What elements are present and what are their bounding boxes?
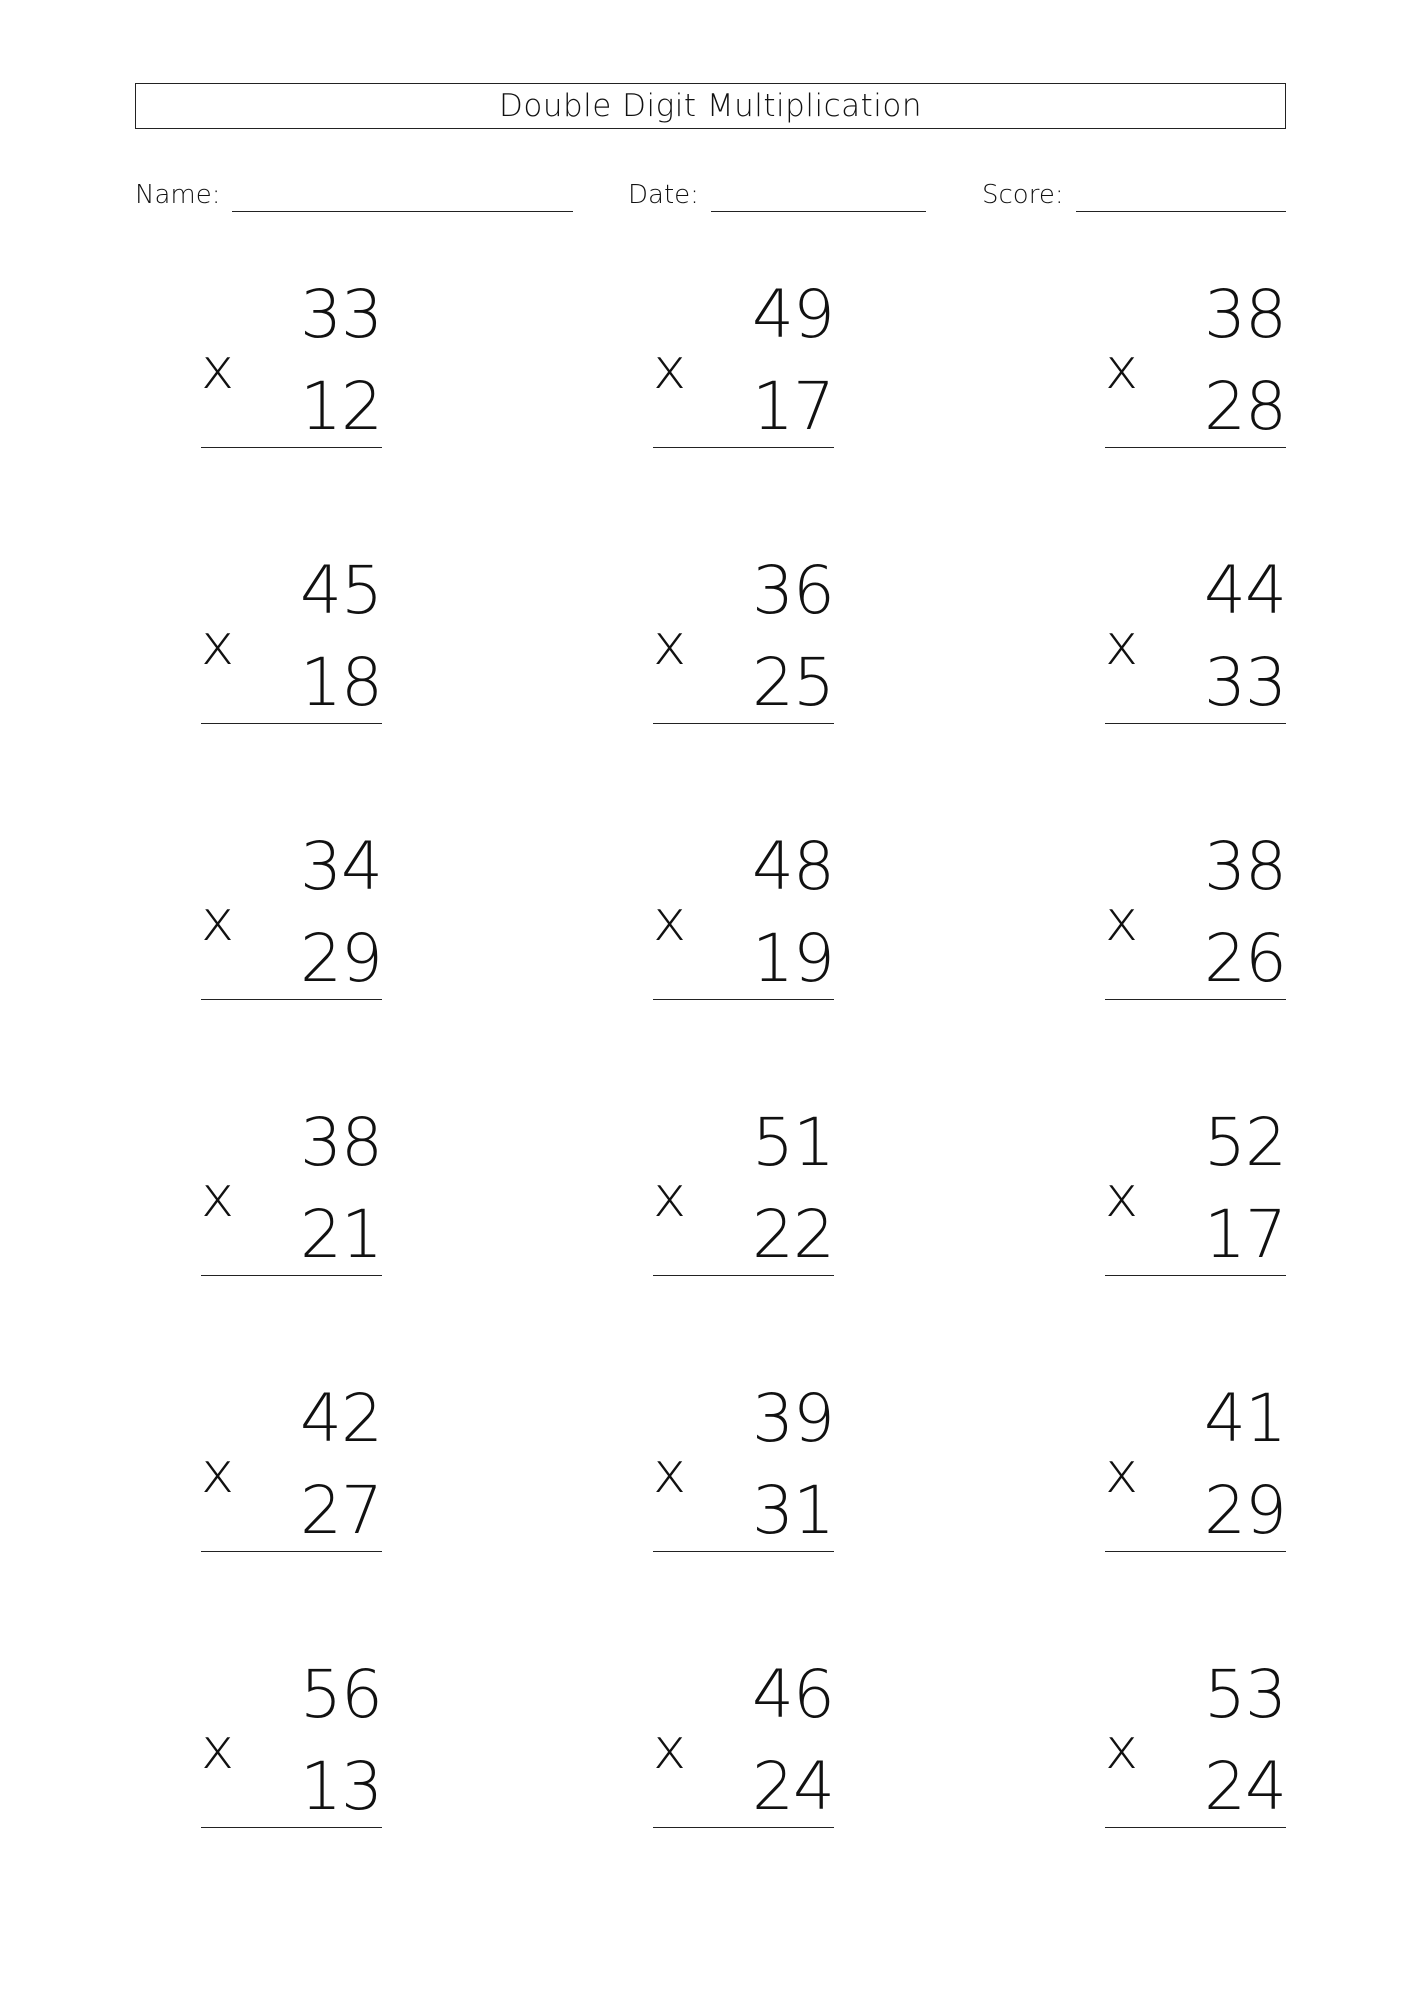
multiplicand: 38 <box>1204 276 1286 353</box>
answer-line[interactable] <box>1105 1275 1286 1276</box>
answer-line[interactable] <box>1105 723 1286 724</box>
multiplier: 25 <box>752 644 834 721</box>
multiplier: 19 <box>752 920 834 997</box>
multiply-sign: x <box>1105 613 1139 678</box>
multiplier: 29 <box>1204 1472 1286 1549</box>
multiplicand: 49 <box>752 276 834 353</box>
multiplier: 29 <box>300 920 382 997</box>
multiply-sign: x <box>653 1441 687 1506</box>
multiply-sign: x <box>201 1441 235 1506</box>
multiplicand: 44 <box>1204 552 1286 629</box>
multiply-sign: x <box>1105 1717 1139 1782</box>
multiplicand: 33 <box>300 276 382 353</box>
multiplication-problem <box>167 276 382 452</box>
multiplier: 22 <box>752 1196 834 1273</box>
date-label: Date: <box>628 180 699 210</box>
multiply-sign: x <box>1105 337 1139 402</box>
multiplicand: 46 <box>752 1656 834 1733</box>
multiply-sign: x <box>653 613 687 678</box>
multiplicand: 39 <box>752 1380 834 1457</box>
multiplication-problem <box>167 1656 382 1832</box>
multiplicand: 34 <box>300 828 382 905</box>
multiplier: 24 <box>1204 1748 1286 1825</box>
multiply-sign: x <box>1105 889 1139 954</box>
multiplicand: 52 <box>1204 1104 1286 1181</box>
multiplier: 18 <box>300 644 382 721</box>
answer-line[interactable] <box>653 1551 834 1552</box>
multiplication-problem <box>1071 276 1286 452</box>
name-label: Name: <box>135 180 221 210</box>
worksheet-title: Double Digit Multiplication <box>135 83 1286 129</box>
multiplier: 12 <box>300 368 382 445</box>
answer-line[interactable] <box>653 447 834 448</box>
multiplier: 21 <box>300 1196 382 1273</box>
multiplicand: 53 <box>1204 1656 1286 1733</box>
multiplication-problem <box>1071 1380 1286 1556</box>
multiplicand: 41 <box>1204 1380 1286 1457</box>
multiplier: 17 <box>1204 1196 1286 1273</box>
multiply-sign: x <box>1105 1441 1139 1506</box>
answer-line[interactable] <box>201 1551 382 1552</box>
multiplicand: 42 <box>300 1380 382 1457</box>
multiply-sign: x <box>653 889 687 954</box>
name-blank-line[interactable] <box>232 210 573 212</box>
multiplier: 17 <box>752 368 834 445</box>
multiplicand: 38 <box>1204 828 1286 905</box>
multiplicand: 51 <box>752 1104 834 1181</box>
multiply-sign: x <box>201 1165 235 1230</box>
multiplicand: 48 <box>752 828 834 905</box>
multiplier: 31 <box>752 1472 834 1549</box>
answer-line[interactable] <box>1105 1827 1286 1828</box>
multiplication-problem <box>1071 552 1286 728</box>
multiplication-problem <box>619 552 834 728</box>
multiply-sign: x <box>201 1717 235 1782</box>
score-blank-line[interactable] <box>1076 210 1286 212</box>
answer-line[interactable] <box>1105 447 1286 448</box>
multiplier: 13 <box>300 1748 382 1825</box>
multiplier: 26 <box>1204 920 1286 997</box>
answer-line[interactable] <box>1105 1551 1286 1552</box>
multiplication-problem <box>619 1104 834 1280</box>
date-field <box>628 180 926 212</box>
multiplication-problem <box>619 1656 834 1832</box>
multiplicand: 38 <box>300 1104 382 1181</box>
multiplier: 28 <box>1204 368 1286 445</box>
multiplier: 33 <box>1204 644 1286 721</box>
multiply-sign: x <box>201 889 235 954</box>
multiplication-problem <box>619 276 834 452</box>
name-field <box>135 180 573 212</box>
answer-line[interactable] <box>201 447 382 448</box>
answer-line[interactable] <box>201 999 382 1000</box>
answer-line[interactable] <box>653 999 834 1000</box>
multiplication-problem <box>167 828 382 1004</box>
answer-line[interactable] <box>201 1275 382 1276</box>
multiply-sign: x <box>1105 1165 1139 1230</box>
answer-line[interactable] <box>653 723 834 724</box>
multiplicand: 45 <box>300 552 382 629</box>
multiply-sign: x <box>653 1165 687 1230</box>
multiplication-problem <box>619 1380 834 1556</box>
score-label: Score: <box>982 180 1064 210</box>
multiplication-problem <box>619 828 834 1004</box>
multiplicand: 56 <box>300 1656 382 1733</box>
multiply-sign: x <box>653 337 687 402</box>
answer-line[interactable] <box>201 1827 382 1828</box>
answer-line[interactable] <box>1105 999 1286 1000</box>
answer-line[interactable] <box>201 723 382 724</box>
multiplication-problem <box>167 1380 382 1556</box>
date-blank-line[interactable] <box>711 210 926 212</box>
multiplier: 27 <box>300 1472 382 1549</box>
answer-line[interactable] <box>653 1275 834 1276</box>
answer-line[interactable] <box>653 1827 834 1828</box>
multiply-sign: x <box>201 337 235 402</box>
score-field <box>982 180 1286 212</box>
multiply-sign: x <box>653 1717 687 1782</box>
multiplication-problem <box>167 1104 382 1280</box>
multiplication-problem <box>1071 828 1286 1004</box>
multiplication-problem <box>167 552 382 728</box>
multiplier: 24 <box>752 1748 834 1825</box>
multiplication-problem <box>1071 1104 1286 1280</box>
multiply-sign: x <box>201 613 235 678</box>
multiplication-problem <box>1071 1656 1286 1832</box>
multiplicand: 36 <box>752 552 834 629</box>
